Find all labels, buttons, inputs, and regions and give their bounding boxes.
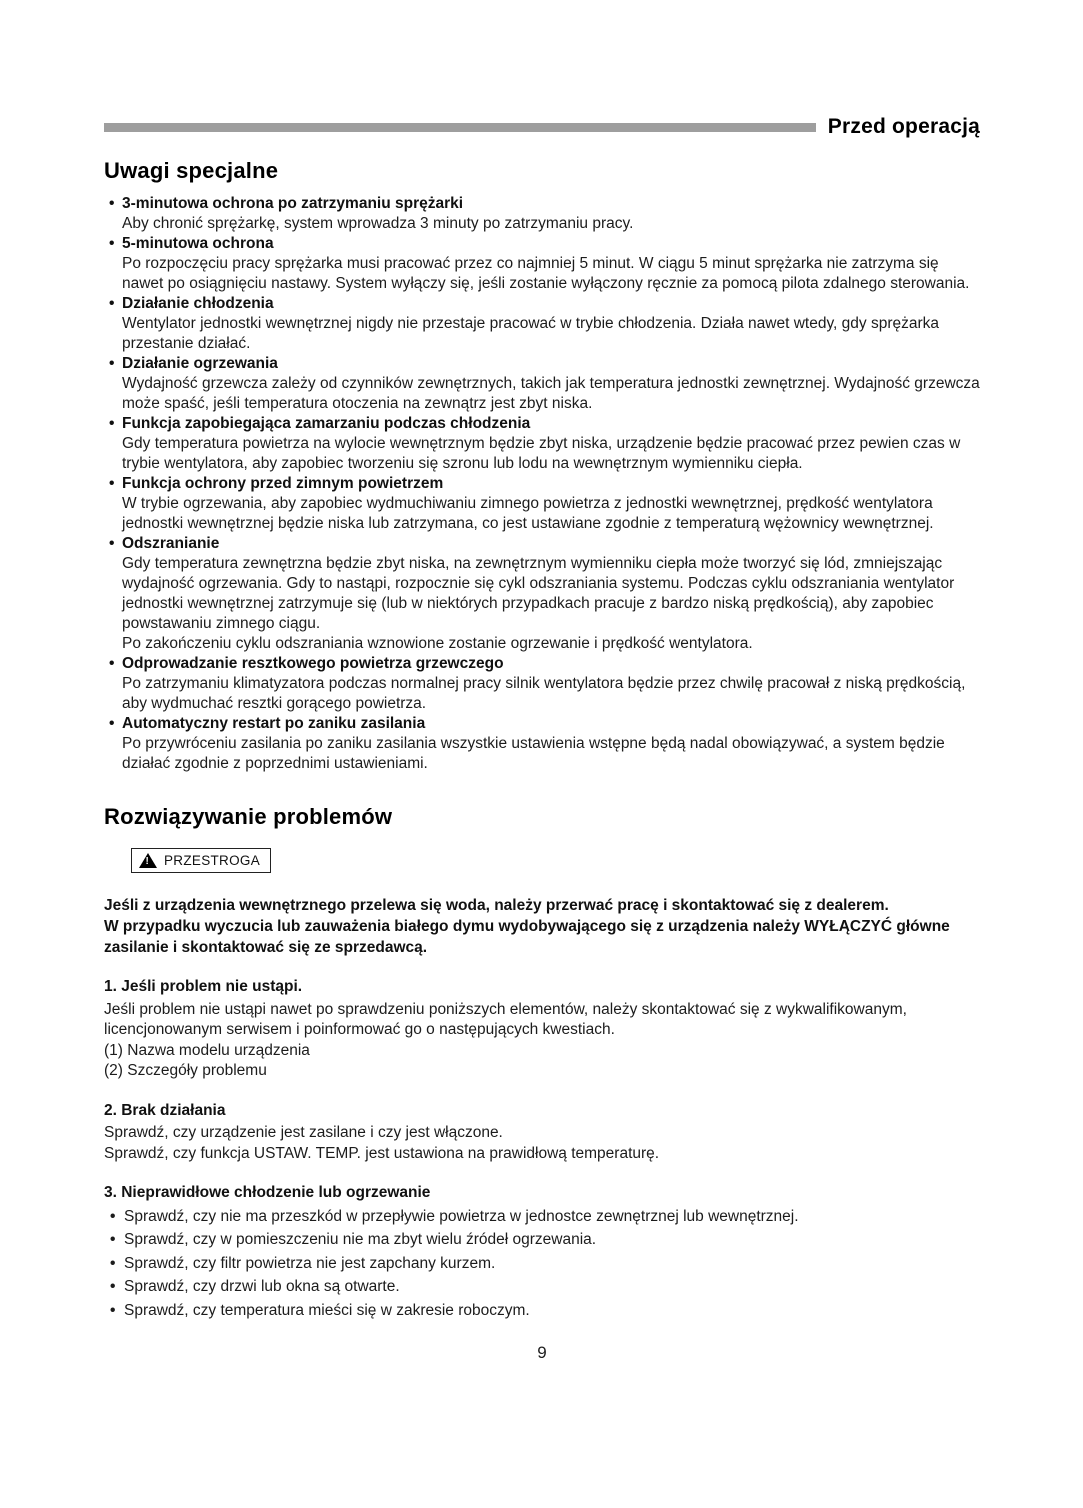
note-title: • Funkcja ochrony przed zimnym powietrzem [122,474,980,494]
note-body: Wentylator jednostki wewnętrznej nigdy nie przestaje pracować w trybie chłodzenia. Działa nawet wtedy, gdy sprężarka przestanie działać. [122,315,940,352]
note-title: • Odprowadzanie resztkowego powietrza grzewczego [122,654,980,674]
note-item [104,714,980,774]
note-body: Gdy temperatura zewnętrzna będzie zbyt niska, na zewnętrznym wymienniku ciepła może tworzyć się lód, zmniejszając wydajność ogrzewania. Gdy to nastąpi, rozpocznie się cykl odszraniania systemu. Podczas cyklu odszraniania wentylator jednostki wewnętrznej zatrzymuje się (lub w niektórych przypadkach pracuje z bardzo niską prędkością), aby zapobiec powstawaniu zimnego ciągu. [122,555,955,632]
warning-triangle-icon [139,853,157,868]
note-body: Po przywróceniu zasilania po zaniku zasilania wszystkie ustawienia wstępne będą nadal obowiązywać, a system będzie działać zgodnie z poprzednimi ustawieniami. [122,735,945,772]
note-title: • Działanie chłodzenia [122,294,980,314]
note-title: • Działanie ogrzewania [122,354,980,374]
subsection-title: 2. Brak działania [104,1101,226,1119]
section-title-special-notes: Uwagi specjalne [104,158,279,183]
subsection-body: Jeśli problem nie ustąpi nawet po sprawdzeniu poniższych elementów, należy skontaktować się z wykwalifikowanym, licencjonowanym serwisem i poinformować go o następujących kwestiach. [104,1000,907,1038]
note-body: Gdy temperatura powietrza na wylocie wewnętrznym będzie zbyt niska, urządzenie będzie pracować przez pewien czas w trybie wentylatora, aby zapobiec tworzeniu się szronu lub lodu na wewnętrznym wymienniku ciepła. [122,435,961,472]
note-item [104,474,980,534]
section-improper-cooling-heating [104,1183,980,1321]
note-body: Aby chronić sprężarkę, system wprowadza 3 minuty po zatrzymaniu pracy. [122,215,634,232]
subsection-title: 3. Nieprawidłowe chłodzenie lub ogrzewanie [104,1184,431,1201]
section-no-operation [104,1101,980,1165]
note-body: W trybie ogrzewania, aby zapobiec wydmuchiwaniu zimnego powietrza z jednostki wewnętrznej, prędkość wentylatora jednostki wewnętrznej będzie niska lub zatrzymana, co jest ustawiane zgodnie z temperaturą wężownicy wewnętrznej. [122,495,934,532]
note-item [104,414,980,474]
subsection-body: Sprawdź, czy funkcja USTAW. TEMP. jest ustawiona na prawidłową temperaturę. [104,1144,660,1162]
check-item: • Sprawdź, czy w pomieszczeniu nie ma zbyt wielu źródeł ogrzewania. [104,1230,980,1251]
section-title-troubleshooting: Rozwiązywanie problemów [104,804,393,829]
note-item [104,354,980,414]
warning-paragraph: Jeśli z urządzenia wewnętrznego przelewa się woda, należy przerwać pracę i skontaktować się z dealerem. [104,897,889,914]
note-body: Po rozpoczęciu pracy sprężarka musi pracować przez co najmniej 5 minut. W ciągu 5 minut sprężarka nie zatrzyma się nawet po osiągnięciu nastawy. System wyłączy się, jeśli zostanie wyłączony ręcznie za pomocą pilota zdalnego sterowania. [122,255,970,292]
special-notes-list [104,194,980,774]
note-body: Po zatrzymaniu klimatyzatora podczas normalnej pracy silnik wentylatora będzie przez chwilę pracował z niską prędkością, aby wydmuchać resztki gorącego powietrza. [122,675,966,712]
note-title: • 5-minutowa ochrona [122,234,980,254]
caution-box [131,848,271,873]
warning-block [104,895,980,958]
note-body: Wydajność grzewcza zależy od czynników zewnętrznych, takich jak temperatura jednostki zewnętrznej. Wydajność grzewcza może spaść, jeśli temperatura otoczenia na zewnątrz jest zbyt niska. [122,375,980,412]
warning-paragraph: W przypadku wyczucia lub zauważenia białego dymu wydobywającego się z urządzenia należy WYŁĄCZYĆ główne zasilanie i skontaktować się ze sprzedawcą. [104,918,950,956]
section-problem-persists [104,977,980,1082]
subsection-list-item: (1) Nazwa modelu urządzenia [104,1041,310,1059]
note-item [104,234,980,294]
page-header-title: Przed operacją [827,115,980,138]
note-title: • Funkcja zapobiegająca zamarzaniu podczas chłodzenia [122,414,980,434]
subsection-title: 1. Jeśli problem nie ustąpi. [104,978,303,995]
caution-label: PRZESTROGA [164,853,261,868]
note-title: • Automatyczny restart po zaniku zasilania [122,714,980,734]
header-rule [104,123,816,132]
subsection-list-item: (2) Szczegóły problemu [104,1062,267,1079]
note-item [104,294,980,354]
check-item: • Sprawdź, czy drzwi lub okna są otwarte. [104,1277,980,1298]
note-body: Po zakończeniu cyklu odszraniania wznowione zostanie ogrzewanie i prędkość wentylatora. [122,635,753,652]
note-title: • 3-minutowa ochrona po zatrzymaniu sprężarki [122,194,980,214]
check-item: • Sprawdź, czy temperatura mieści się w zakresie roboczym. [104,1301,980,1322]
note-item [104,194,980,234]
check-item: • Sprawdź, czy filtr powietrza nie jest zapchany kurzem. [104,1254,980,1275]
subsection-body: Sprawdź, czy urządzenie jest zasilane i czy jest włączone. [104,1124,503,1141]
note-title: • Odszranianie [122,534,980,554]
check-item: • Sprawdź, czy nie ma przeszkód w przepływie powietrza w jednostce zewnętrznej lub wewnętrznej. [104,1207,980,1228]
note-item [104,654,980,714]
note-item [104,534,980,654]
page-header [104,114,980,140]
page-number: 9 [537,1343,547,1362]
